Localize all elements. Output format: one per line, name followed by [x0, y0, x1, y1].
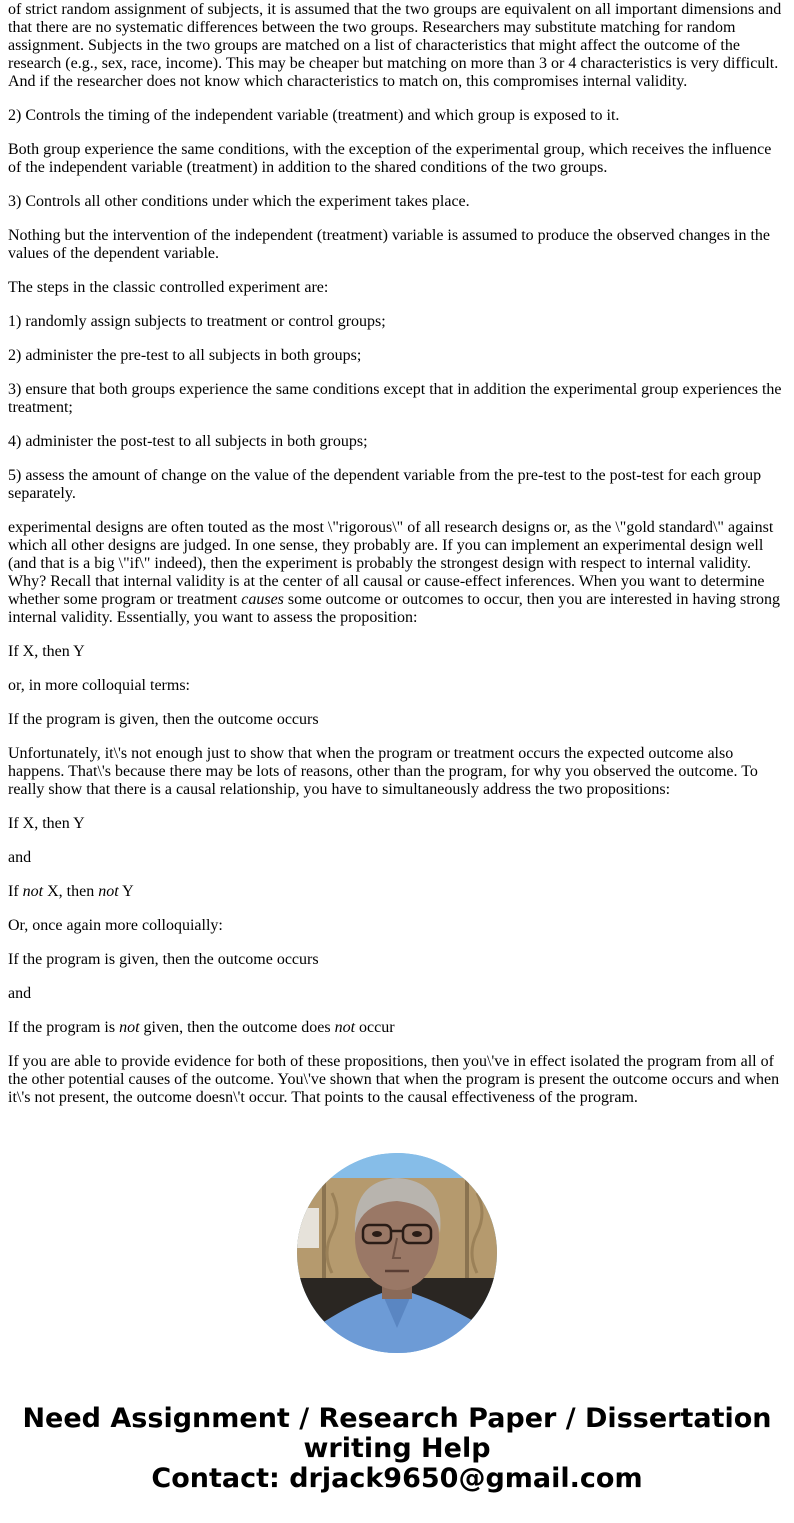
cta-line-2: writing Help [303, 1433, 491, 1464]
proposition-program-given: If the program is given, then the outcome occurs [8, 711, 319, 728]
colloquial-intro: or, in more colloquial terms: [8, 677, 190, 694]
rigor-paragraph [8, 519, 786, 627]
article-body [8, 0, 786, 1123]
text: given, then the outcome does [139, 1019, 335, 1036]
conjunction-and-2: and [8, 985, 32, 1002]
proposition-if-x-then-y-2: If X, then Y [8, 815, 85, 832]
author-photo [297, 1153, 497, 1353]
control-2-heading: 2) Controls the timing of the independent variable (treatment) and which group is exposed to it. [8, 107, 620, 124]
text: occur [355, 1019, 395, 1036]
rigor-text-2: some outcome or outcomes to occur, then you are interested in having strong internal validity. Essentially, you want to assess the proposition: [8, 591, 781, 626]
text: If [8, 883, 23, 900]
step-item: 5) assess the amount of change on the value of the dependent variable from the pre-test to the post-test for each group separately. [8, 467, 762, 502]
rigor-text-1: experimental designs are often touted as the most \"rigorous\" of all research designs or, as the \"gold standard\" against which all other designs are judged. In one sense, they probably are. If you can implement an experimental design well (and that is a big \"if\" indeed), then the experiment is probably the strongest design with respect to internal validity. Why? Recall that internal validity is at the center of all causal or cause-effect inferences. When you want to determine whether some program or treatment [8, 519, 774, 608]
unfortunately-paragraph: Unfortunately, it\'s not enough just to show that when the program or treatment occurs the expected outcome also happens. That\'s because there may be lots of reasons, other than the program, for why you observed the outcome. To really show that there is a causal relationship, you have to simultaneously address the two propositions: [8, 745, 758, 798]
text: X, then [43, 883, 99, 900]
proposition-program-not-given [8, 1019, 786, 1037]
text: If the program is [8, 1019, 120, 1036]
intro-paragraph [8, 0, 786, 91]
proposition-if-not-x [8, 883, 786, 901]
intro-paragraph-text: of strict random assignment of subjects, it is assumed that the two groups are equivalent on all important dimensions and that there are no systematic differences between the two groups. Researchers may substitute matching for random assignment. Subjects in the two groups are matched on a list of characteristics that might affect the outcome of the research (e.g., sex, race, income). This may be cheaper but matching on more than 3 or 4 characteristics is very difficult. And if the researcher does not know which characteristics to match on, this compromises internal validity. [8, 1, 782, 90]
emphasis: not [119, 1019, 140, 1036]
step-item: 4) administer the post-test to all subjects in both groups; [8, 433, 368, 450]
cta-contact-email: Contact: drjack9650@gmail.com [151, 1463, 643, 1494]
steps-heading: The steps in the classic controlled experiment are: [8, 279, 329, 296]
control-2-description: Both group experience the same conditions, with the exception of the experimental group, which receives the influence of the independent variable (treatment) in addition to the shared conditions of the two groups. [8, 141, 772, 176]
emphasis: not [22, 883, 44, 900]
step-item: 2) administer the pre-test to all subjects in both groups; [8, 347, 362, 364]
author-portrait-illustration [297, 1153, 497, 1353]
emphasis: not [98, 883, 119, 900]
colloquial-intro-2: Or, once again more colloquially: [8, 917, 223, 934]
step-item: 3) ensure that both groups experience the same conditions except that in addition the experimental group experiences the treatment; [8, 381, 782, 416]
control-3-heading: 3) Controls all other conditions under which the experiment takes place. [8, 193, 470, 210]
cta-line-1: Need Assignment / Research Paper / Dissertation [22, 1403, 772, 1434]
step-item: 1) randomly assign subjects to treatment or control groups; [8, 313, 386, 330]
emphasis: not [334, 1019, 356, 1036]
conclusion-paragraph: If you are able to provide evidence for both of these propositions, then you\'ve in effect isolated the program from all of the other potential causes of the outcome. You\'ve shown that when the program is present the outcome occurs and when it\'s not present, the outcome doesn\'t occur. That points to the causal effectiveness of the program. [8, 1053, 780, 1106]
rigor-emphasis: causes [241, 591, 284, 608]
text: Y [118, 883, 134, 900]
proposition-program-given-2: If the program is given, then the outcome occurs [8, 951, 319, 968]
proposition-if-x-then-y: If X, then Y [8, 643, 85, 660]
control-3-description: Nothing but the intervention of the independent (treatment) variable is assumed to produce the observed changes in the values of the dependent variable. [8, 227, 770, 262]
contact-banner [0, 1404, 794, 1494]
conjunction-and: and [8, 849, 32, 866]
